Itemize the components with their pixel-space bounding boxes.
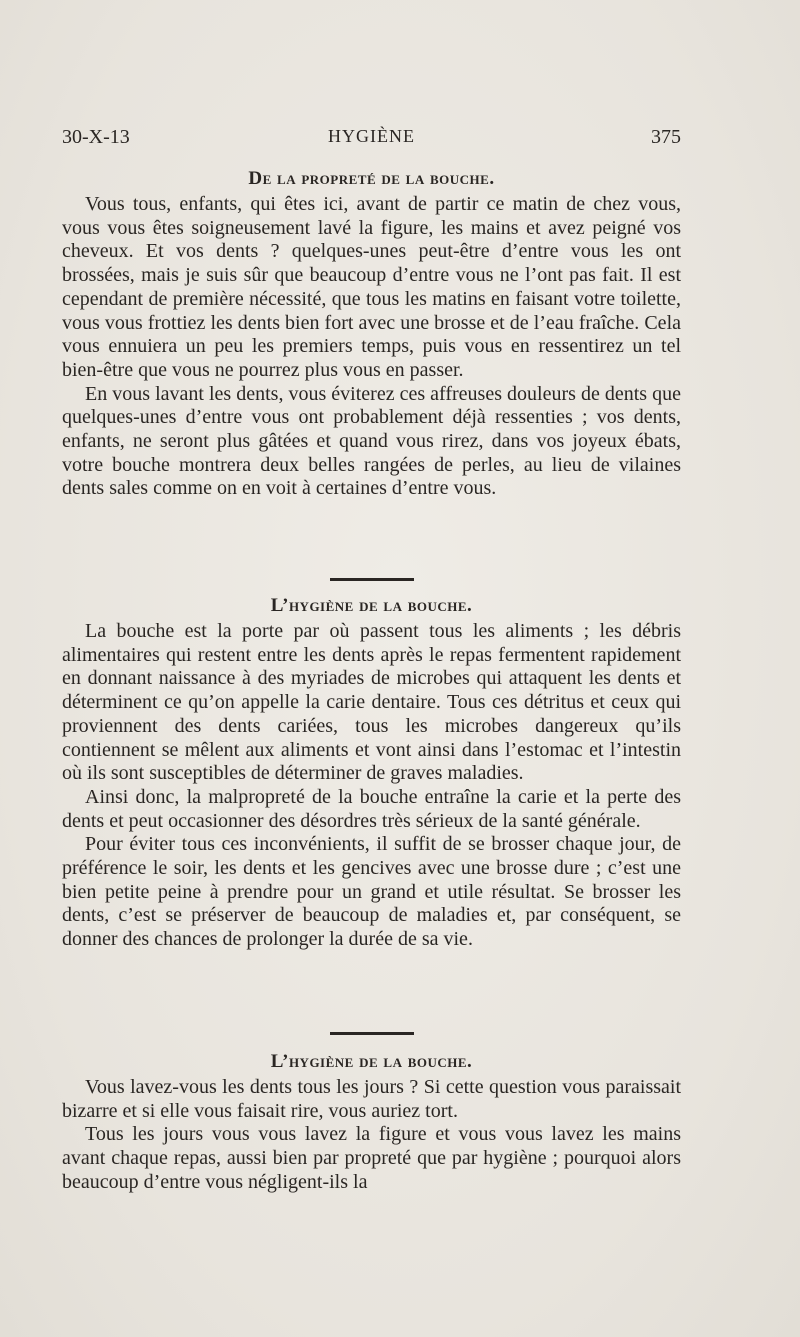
paragraph: Ainsi donc, la malpropreté de la bouche entraîne la carie et la perte des dents et peut occasionner des désordres très sérieux de la santé générale. xyxy=(62,785,681,832)
running-title: HYGIÈNE xyxy=(328,126,415,146)
section-hygiene-bouche-2 xyxy=(62,1050,681,1195)
paragraph: La bouche est la porte par où passent tous les aliments ; les débris alimentaires qui restent entre les dents après le repas fermentent rapidement en donnant naissance à des myriades de microbes qui attaquent les dents et déterminent ce qu’on appelle la carie dentaire. Tous ces détritus et ceux qui proviennent des dents cariées, tous les microbes dangereux qu’ils contiennent se mêlent aux aliments et vont ainsi dans l’estomac et l’intestin où ils sont susceptibles de déterminer de graves maladies. xyxy=(62,620,681,785)
section-heading: L’hygiène de la bouche. xyxy=(270,1051,473,1072)
date-code: 30-X-13 xyxy=(62,126,130,148)
divider-rule xyxy=(330,578,414,581)
section-hygiene-bouche-1 xyxy=(62,594,681,952)
paragraph: Tous les jours vous vous lavez la figure et vous vous lavez les mains avant chaque repas, aussi bien par propreté que par hygiène ; pourquoi alors beaucoup d’entre vous négligent-ils la xyxy=(62,1123,681,1193)
section-proprete-bouche xyxy=(62,167,681,501)
paragraph: Vous tous, enfants, qui êtes ici, avant de partir ce matin de chez vous, vous vous êtes soigneusement lavé la figure, les mains et avez peigné vos cheveux. Et vos dents ? quelques-unes peut-être d’entre vous les ont brossées, mais je suis sûr que beaucoup d’entre vous ne l’ont pas fait. Il est cependant de première nécessité, que tous les matins en faisant votre toilette, vous vous frottiez les dents bien fort avec une brosse et de l’eau fraîche. Cela vous ennuiera un peu les premiers temps, puis vous en ressentirez un tel bien-être que vous ne pourrez plus vous en passer. xyxy=(62,193,681,381)
section-divider xyxy=(62,1032,681,1035)
section-divider xyxy=(62,578,681,581)
section-heading: De la propreté de la bouche. xyxy=(248,168,495,189)
paragraph: Vous lavez-vous les dents tous les jours ? Si cette question vous paraissait bizarre et si elle vous faisait rire, vous auriez tort. xyxy=(62,1076,681,1122)
section-heading: L’hygiène de la bouche. xyxy=(270,595,473,616)
divider-rule xyxy=(330,1032,414,1035)
paragraph: Pour éviter tous ces inconvénients, il suffit de se brosser chaque jour, de préférence le soir, les dents et les gencives avec une brosse dure ; c’est une bien petite peine à prendre pour un grand et utile résultat. Se brosser les dents, c’est se préserver de beaucoup de maladies et, par conséquent, se donner des chances de prolonger la durée de sa vie. xyxy=(62,833,681,951)
page-number: 375 xyxy=(651,126,681,148)
paragraph: En vous lavant les dents, vous éviterez ces affreuses douleurs de dents que quelques-unes d’entre vous ont probablement déjà ressenties ; vos dents, enfants, ne seront plus gâtées et quand vous rirez, dans vos joyeux ébats, votre bouche montrera deux belles rangées de perles, au lieu de vilaines dents sales comme on en voit à certaines d’entre vous. xyxy=(62,382,681,500)
running-head xyxy=(62,126,681,156)
